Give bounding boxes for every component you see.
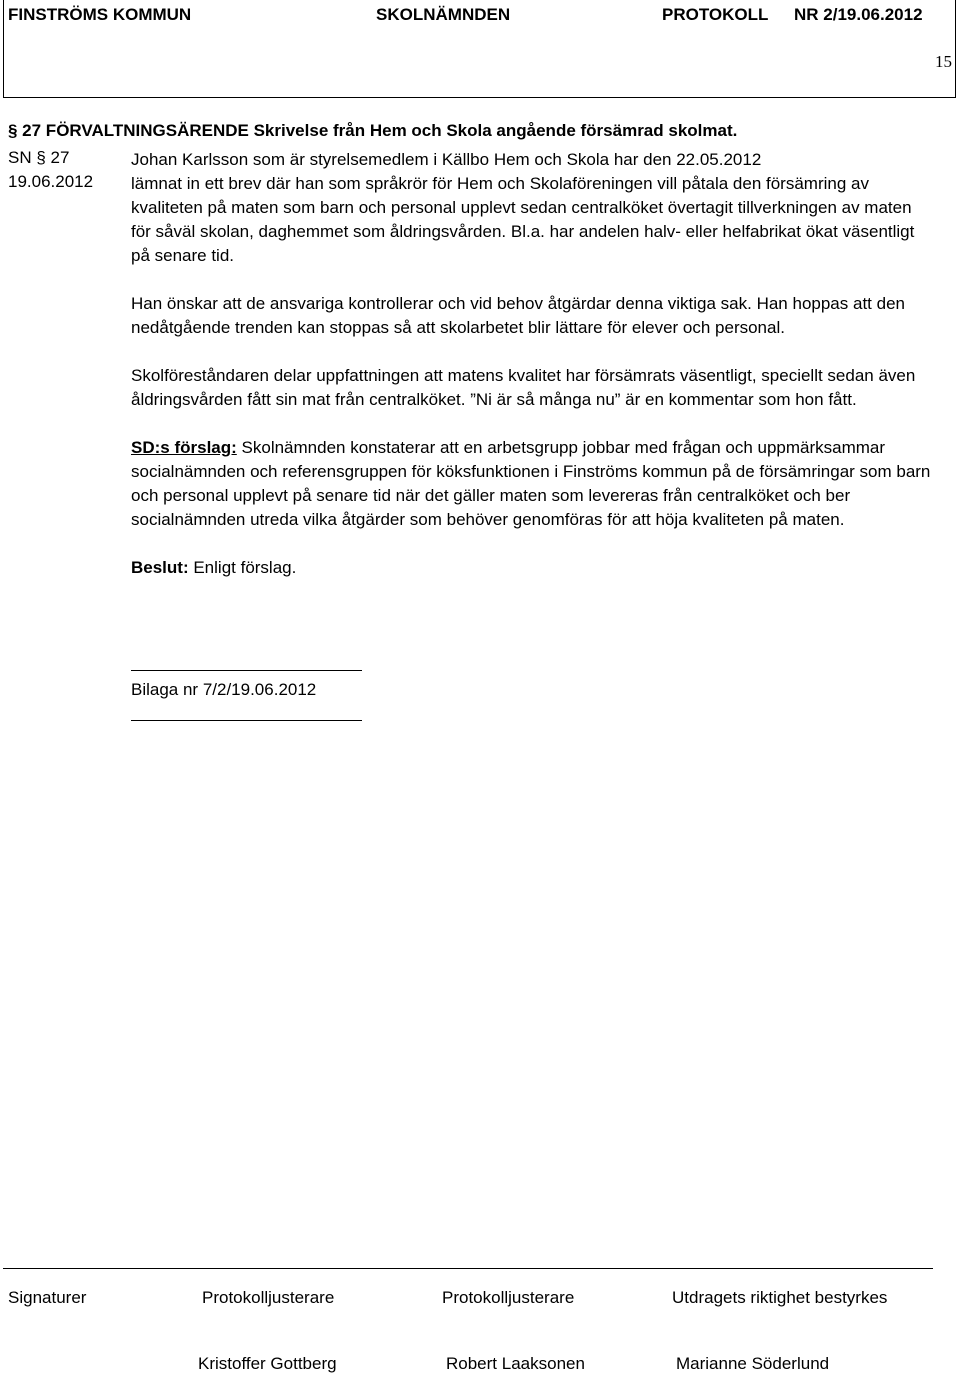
footer-rule — [3, 1268, 933, 1269]
page-number: 15 — [935, 52, 952, 71]
proposal-text: Skolnämnden konstaterar att en arbetsgrupp jobbar med frågan och uppmärksammar socialnämnden och referensgruppen för köksfunktionen i Finströms kommun på de försämringar som barn och personal upplevt på senare tid när det gäller maten som levereras från centralköket och ber socialnämnden utreda vilka åtgärder som behöver genomföras för att höja kvaliteten på maten. — [131, 438, 931, 529]
header-doc-type: PROTOKOLL — [662, 5, 769, 24]
section-date: 19.06.2012 — [8, 172, 94, 191]
footer-label-certified: Utdragets riktighet bestyrkes — [672, 1288, 888, 1307]
document-body — [131, 148, 931, 580]
footer-label-signatures: Signaturer — [8, 1288, 87, 1307]
attachment-ref: Bilaga nr 7/2/19.06.2012 — [131, 680, 317, 699]
footer-label-adjuster-2: Protokolljusterare — [442, 1288, 575, 1307]
header-doc-number: NR 2/19.06.2012 — [794, 5, 923, 24]
paragraph-intro: lämnat in ett brev där han som språkrör för Hem och Skolaföreningen vill påtala den försämring av kvaliteten på maten som barn och personal upplevt sedan centralköket övertagit tillverkningen av maten för såväl skolan, daghemmet som åldringsvården. Bl.a. har andelen halv- eller helfabrikat ökat väsentligt på senare tid. — [131, 174, 915, 265]
header-municipality: FINSTRÖMS KOMMUN — [8, 5, 192, 24]
paragraph-request: Han önskar att de ansvariga kontrollerar och vid behov åtgärdar denna viktiga sak. Han hoppas att den nedåtgående trenden kan stoppas så att skolarbetet blir lättare för elever och personal. — [131, 294, 905, 337]
decision-label: Beslut: — [131, 558, 189, 577]
header-committee: SKOLNÄMNDEN — [376, 5, 511, 24]
section-title: § 27 FÖRVALTNINGSÄRENDE Skrivelse från Hem och Skola angående försämrad skolmat. — [8, 121, 738, 140]
section-ref: SN § 27 — [8, 148, 70, 167]
footer-name-chair: Kristoffer Gottberg — [198, 1354, 337, 1373]
paragraph-decision — [131, 556, 931, 580]
separator-line — [131, 720, 362, 721]
footer-name-adjuster-1: Robert Laaksonen — [446, 1354, 585, 1373]
paragraph-intro-line: Johan Karlsson som är styrelsemedlem i Källbo Hem och Skola har den 22.05.2012 — [131, 150, 762, 169]
decision-text: Enligt förslag. — [188, 558, 297, 577]
paragraph-opinion: Skolföreståndaren delar uppfattningen att matens kvalitet har försämrats väsentligt, speciellt sedan även åldringsvården fått sin mat från centralköket. ”Ni är så många nu” är en kommentar som hon fått. — [131, 366, 916, 409]
proposal-label: SD:s förslag: — [131, 438, 237, 457]
footer-label-adjuster-1: Protokolljusterare — [202, 1288, 335, 1307]
footer-name-adjuster-2: Marianne Söderlund — [676, 1354, 830, 1373]
separator-line — [131, 670, 362, 671]
paragraph-proposal — [131, 436, 931, 532]
